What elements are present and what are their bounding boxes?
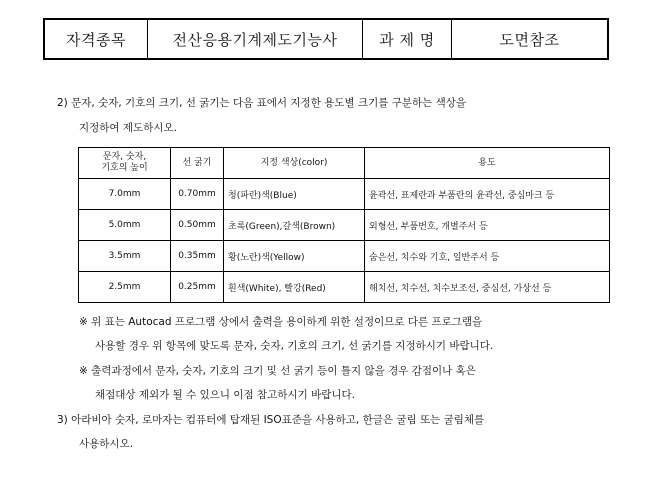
- spec-table: [78, 147, 610, 303]
- cell-usage: 외형선, 부품번호, 개별주서 등: [365, 210, 610, 241]
- cell-color: 황(노란)색(Yellow): [224, 241, 365, 272]
- note1-line1: ※ 위 표는 Autocad 프로그램 상에서 출력을 용이하게 위한 설정이므로 다른 프로그램을: [79, 316, 483, 328]
- task-label: 과 제 명: [363, 20, 452, 58]
- cell-usage: 숨은선, 치수와 기호, 일반주서 등: [365, 241, 610, 272]
- cell-color: 초록(Green),갈색(Brown): [224, 210, 365, 241]
- category-label: 자격종목: [45, 20, 148, 58]
- note1-line2: 사용할 경우 위 항목에 맞도록 문자, 숫자, 기호의 크기, 선 굵기를 지정하시기 바랍니다.: [95, 340, 494, 352]
- cell-height: 2.5mm: [79, 272, 171, 303]
- cell-width: 0.70mm: [171, 179, 224, 210]
- header-color: 지정 색상(color): [224, 148, 365, 179]
- cell-height: 5.0mm: [79, 210, 171, 241]
- cell-width: 0.25mm: [171, 272, 224, 303]
- cell-width: 0.35mm: [171, 241, 224, 272]
- table-row: [79, 179, 610, 210]
- table-row: [79, 241, 610, 272]
- section3-line2: 사용하시오.: [79, 438, 134, 450]
- section2-line1: 2) 문자, 숫자, 기호의 크기, 선 굵기는 다음 표에서 지정한 용도별 크기를 구분하는 색상을: [57, 97, 467, 109]
- table-row: [79, 210, 610, 241]
- cell-color: 청(파란)색(Blue): [224, 179, 365, 210]
- cell-width: 0.50mm: [171, 210, 224, 241]
- header-usage: 용도: [365, 148, 610, 179]
- cell-height: 7.0mm: [79, 179, 171, 210]
- task-value: 도면참조: [499, 30, 560, 49]
- cell-height: 3.5mm: [79, 241, 171, 272]
- header-line-width: 선 굵기: [171, 148, 224, 179]
- note2-line1: ※ 출력과정에서 문자, 숫자, 기호의 크기 및 선 굵기 등이 틀지 않을 경우 감점이나 혹은: [79, 365, 476, 377]
- section3-line1: 3) 아라비아 숫자, 로마자는 컴퓨터에 탑재된 ISO표준을 사용하고, 한글은 굴림 또는 굴림체를: [57, 414, 485, 426]
- title-block-header: [43, 18, 609, 60]
- header-text-height: 문자, 숫자, 기호의 높이: [79, 148, 171, 179]
- table-header-row: [79, 148, 610, 179]
- cell-usage: 윤곽선, 표제란과 부품란의 윤곽선, 중심마크 등: [365, 179, 610, 210]
- section2-line2: 지정하여 제도하시오.: [79, 122, 177, 134]
- cell-usage: 해치선, 치수선, 치수보조선, 중심선, 가상선 등: [365, 272, 610, 303]
- table-row: [79, 272, 610, 303]
- note2-line2: 채점대상 제외가 될 수 있으니 이점 참고하시기 바랍니다.: [95, 389, 355, 401]
- category-value: 전산응용기계제도기능사: [148, 20, 363, 58]
- cell-color: 흰색(White), 빨강(Red): [224, 272, 365, 303]
